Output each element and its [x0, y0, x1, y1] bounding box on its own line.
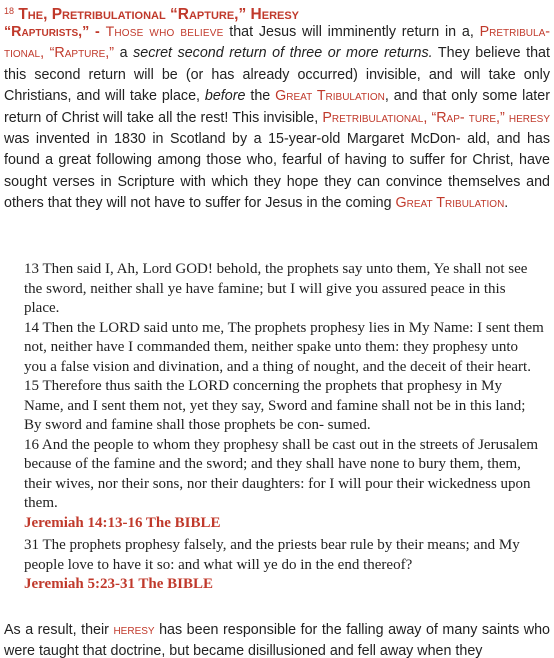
verse-14: 14 Then the LORD said unto me, The prophets prophesy lies in My Name: I sent them not, neither have I commanded them, neither spake unto them: they prophesy unto you a false vision and divination, and a thing of nought, and the deceit of their heart. [24, 319, 544, 375]
intro-paragraph [4, 21, 550, 215]
intro-text-5: , and that only some later return of Christ will take all the rest! This invisible, [4, 88, 550, 126]
verse-13: 13 Then said I, Ah, Lord GOD! behold, the prophets say unto them, Ye shall not see the sword, neither shall ye have famine; but I will give you assured peace in this place. [24, 261, 528, 316]
verse-16: 16 And the people to whom they prophesy shall be cast out in the streets of Jerusalem because of the famine and the sword; and they shall have none to bury them, them, their wives, nor their sons, nor their daughters: for I will pour their wickedness upon them. [24, 436, 539, 511]
footnote-number: 18 [4, 6, 15, 16]
intro-great-tribulation-1: Great Tribulation [275, 88, 385, 105]
reference-jeremiah-14: Jeremiah 14:13-16 The BIBLE [24, 514, 221, 531]
closing-text-1: As a result, their [4, 622, 114, 638]
intro-text-1: that Jesus will imminently return in a, [223, 24, 480, 40]
intro-heresy: heresy [508, 109, 550, 126]
intro-text-4: the [245, 88, 276, 105]
scripture-quote-jeremiah-14 [24, 260, 544, 533]
closing-text-2: has been responsible for the falling away of many saints who were taught that doctrine, but became disillusioned and fell away when they [4, 622, 550, 658]
scripture-quote-jeremiah-5 [24, 536, 544, 595]
reference-jeremiah-5: Jeremiah 5:23-31 The BIBLE [24, 576, 214, 592]
intro-text-3: They believe that this second return will be (or has already occurred) invisible, and will take only Christians, and will take place, [4, 45, 550, 105]
verse-31: 31 The prophets prophesy falsely, and the priests bear rule by their means; and My people love to have it so: and what will ye do in the end thereof? [24, 537, 520, 573]
intro-before: before [204, 88, 246, 105]
heading-title: The, Pretribulational “Rapture,” Heresy [18, 6, 300, 23]
intro-pretribulational-rapture-2: Pretribulational, “Rap- ture,” [322, 109, 505, 126]
intro-text-2: a [114, 45, 134, 62]
intro-rapturists: “Rapturists,” - [4, 24, 106, 40]
closing-paragraph [4, 620, 550, 658]
verse-15: 15 Therefore thus saith the LORD concerning the prophets that prophesy in My Name, and I sent them not, yet they say, Sword and famine shall not be in this land; By sword and famine shall those prophets be con- sumed. [24, 378, 526, 433]
intro-text-7: was invented in 1830 in Scotland by a 15-year-old Margaret McDon- ald, and has found a great following among those who, fearful of having to suffer for Christ, have sought verses in Scripture with which they hope they can convince themselves and others that they will not have to suffer for Jesus in the coming [4, 131, 550, 212]
intro-those-who-believe: Those who believe [105, 23, 224, 39]
intro-pretribulational-rapture: Pretribula- tional, “Rapture,” [4, 24, 550, 62]
intro-secret-return: secret second return of three or more returns. [133, 45, 433, 62]
closing-heresy: heresy [113, 622, 155, 638]
intro-text-8: . [504, 195, 509, 212]
intro-great-tribulation-2: Great Tribulation [395, 195, 505, 212]
